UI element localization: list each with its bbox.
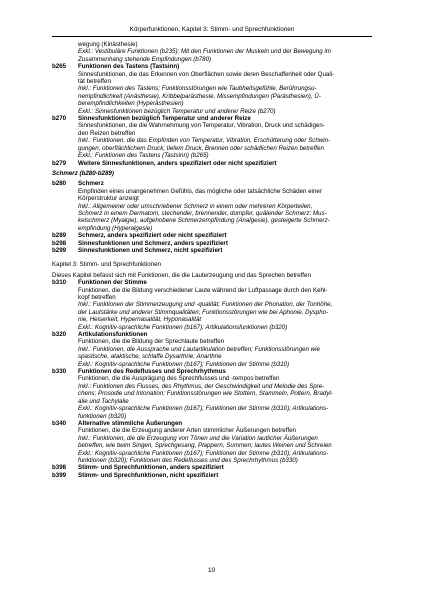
inclusion-line: Inkl.: Funktionen, die die Erzeugung von Tönen und die Variation lautlicher Äußerungen: [78, 434, 318, 442]
entry-title: Artikulationsfunktionen: [78, 331, 148, 339]
exclusion-line: Exkl.: Kognitiv-sprachliche Funktionen (b167); Funktionen der Stimme (b310); Artikulations-: [78, 449, 329, 457]
entry-code: b298: [52, 239, 67, 247]
entry-b289: [52, 232, 374, 239]
inclusion-line: Inkl.: Funktionen des Flusses, des Rhythmus, der Geschwindigkeit und Melodie des Spre-: [78, 382, 325, 390]
exclusion-line: Exkl.: Kognitiv-sprachliche Funktionen (b167); Funktionen der Stimme (b310): [78, 360, 290, 368]
inclusion-line: Inkl.: Funktionen, die Aussprache und Lautartikulation betreffen; Funktionsstörungen wie: [78, 345, 320, 353]
definition-line: Körperstruktur anzeigt: [78, 195, 139, 203]
definition-line: kopf betreffen: [78, 294, 116, 301]
entry-b340: [52, 420, 374, 464]
entry-code: b398: [52, 464, 67, 472]
entry-title: Stimm- und Sprechfunktionen, nicht spezifiziert: [78, 471, 219, 479]
exclusion-line: Exkl.: Funktionen des Tastens (Tastsinn) (b265): [78, 152, 209, 160]
inclusion-line: betreffen, wie beim Singen, Sprechgesang, Plappern, Summen; lautes Weinen und Schreien: [78, 442, 332, 450]
inclusion-line: kelschmerz (Myalgie), aufgehobene Schmerzempfindung (Analgesie), gesteigerte Schmerz-: [78, 217, 330, 225]
entry-code: b299: [52, 246, 67, 254]
definition-line: Funktionen, die die Bildung der Sprechlaute betreffen: [78, 338, 225, 346]
entry-code: b289: [52, 232, 67, 240]
header-rule: [52, 36, 372, 37]
entry-b399: [52, 472, 374, 479]
inclusion-line: Inkl.: Funktionen, die das Empfinden von Temperatur, Vibration, Erschütterung oder Schwin-: [78, 137, 331, 145]
entry-code: b270: [52, 115, 67, 123]
chapter-intro: Dieses Kapitel befasst sich mit Funktionen, die die Lauterzeugung und das Sprechen betreffen: [52, 271, 311, 279]
inclusion-line: empfindung (Hyperalgesie): [78, 224, 153, 232]
definition-line: tät betreffen: [78, 78, 111, 86]
entry-title: Schmerz: [78, 180, 104, 188]
entry-b310: [52, 279, 374, 331]
exclusion-line: Exkl.: Sinnesfunktionen bezüglich Temperatur und anderer Reize (b270): [78, 107, 276, 115]
inclusion-line: alie und Tachylalie: [78, 397, 129, 405]
inclusion-line: spastische, ataktische, schlaffe Dysarthrie; Anarthrie: [78, 353, 222, 361]
entry-code: b310: [52, 279, 67, 287]
entry-title: Sinnesfunktionen bezüglich Temperatur und anderer Reize: [78, 115, 251, 123]
entry-b398: [52, 464, 374, 471]
definition-line: Sinnesfunktionen, die das Erkennen von Oberflächen sowie deren Beschaffenheit oder Quali-: [78, 70, 335, 78]
definition-line: Empfinden eines unangenehmen Gefühls, das mögliche oder tatsächliche Schäden einer: [78, 187, 322, 195]
running-head: Körperfunktionen, Kapitel 3: Stimm- und Sprechfunktionen: [129, 26, 295, 33]
block-heading: Schmerz (b280-b289): [52, 169, 114, 177]
entry-b265: [52, 63, 374, 115]
definition-line: Funktionen, die die Erzeugung anderer Arten stimmlicher Äußerungen betreffen: [78, 427, 296, 435]
definition-line: den Reizen betreffen: [78, 129, 136, 137]
page-content: [52, 41, 374, 479]
continuation-line: Zusammenhang stehende Empfindungen (b780): [78, 55, 212, 63]
inclusion-line: chens; Prosodie und Intonation; Funktionsstörungen wie Stottern, Stammeln, Poltern, Bradyl-: [78, 390, 333, 398]
inclusion-line: Schmerz in einem Dermatom, stechender, brennender, dumpfer, quälender Schmerz; Mus-: [78, 209, 327, 217]
definition-line: Funktionen, die die Ausprägung des Sprechflusses und -tempos betreffen: [78, 375, 280, 383]
entry-title: Funktionen des Redeflusses und Sprechrhythmus: [78, 368, 226, 376]
continuation-line: Exkl.: Vestibuläre Funktionen (b235); Mit den Funktionen der Muskeln und der Bewegung im: [78, 48, 331, 56]
entry-code: b330: [52, 368, 67, 376]
entry-code: b265: [52, 63, 67, 71]
entry-title: Alternative stimmliche Äußerungen: [78, 419, 183, 427]
entry-title: Funktionen des Tastens (Tastsinn): [78, 63, 180, 71]
inclusion-line: gungen, oberflächlichem Druck, tiefem Druck, Brennen oder schädlichen Reizen betreffen: [78, 144, 324, 152]
entry-b330: [52, 368, 374, 420]
entry-b299: [52, 247, 374, 254]
inclusion-line: der Lautstärke und anderer Stimmqualitäten; Funktionsstörungen wie bei Aphonie, Dyspho-: [78, 308, 329, 316]
entry-b298: [52, 240, 374, 247]
entry-b279: [52, 160, 374, 167]
entry-title: Sinnesfunktionen und Schmerz, anders spezifiziert: [78, 239, 228, 247]
entry-b320: [52, 331, 374, 368]
entry-code: b279: [52, 159, 67, 167]
entry-title: Weitere Sinnesfunktionen, anders spezifiziert oder nicht spezifiziert: [78, 159, 277, 167]
page-number: 10: [207, 567, 216, 574]
inclusion-line: nempfindlichkeit (Anästhesie), Kribbelparästhesie, Missempfindungen (Parästhesien), Ü-: [78, 92, 321, 100]
entry-code: b399: [52, 471, 67, 479]
entry-code: b340: [52, 419, 67, 427]
inclusion-line: Inkl.: Funktionen der Stimmerzeugung und -qualität; Funktionen der Phonation, der Tonhöhe,: [78, 301, 333, 309]
entry-title: Stimm- und Sprechfunktionen, anders spezifiziert: [78, 464, 224, 472]
entry-b280: [52, 180, 374, 232]
entry-title: Schmerz, anders spezifiziert oder nicht spezifiziert: [78, 232, 227, 240]
inclusion-line: Inkl.: Funktionen des Tastens; Funktionsstörungen wie Taubheitsgefühle, Berührungsu-: [78, 85, 317, 93]
chapter-heading: Kapitel 3: Stimm- und Sprechfunktionen: [52, 261, 162, 269]
exclusion-line: Exkl.: Kognitiv-sprachliche Funktionen (b167); Artikulationsfunktionen (b320): [78, 323, 288, 331]
exclusion-line: funktionen (b320); Funktionen des Redeflusses und des Sprechrhythmus (b330): [78, 456, 298, 464]
entry-title: Sinnesfunktionen und Schmerz, nicht spezifiziert: [78, 246, 223, 254]
definition-line: Sinnesfunktionen, die die Wahrnehmung von Temperatur, Vibration, Druck und schädigen-: [78, 122, 325, 130]
exclusion-line: Exkl.: Kognitiv-sprachliche Funktionen (b167); Funktionen der Stimme (b310); Artikulations-: [78, 405, 329, 413]
inclusion-line: Inkl.: Allgemeiner oder umschriebener Schmerz in einem oder mehreren Körperteilen,: [78, 202, 313, 210]
exclusion-line: funktionen (b320): [78, 412, 127, 420]
inclusion-line: berempfindlichkeiten (Hyperästhesien): [78, 100, 184, 108]
continuation-line: wegung (Kinästhesie): [78, 41, 138, 48]
definition-line: Funktionen, die die Bildung verschiedener Laute während der Luftpassage durch den Kehl-: [78, 286, 328, 294]
continued-entry: [52, 41, 374, 63]
entry-code: b320: [52, 331, 67, 339]
entry-title: Funktionen der Stimme: [78, 279, 147, 287]
entry-b270: [52, 115, 374, 159]
inclusion-line: nie, Heiserkeit, Hypernasalität, Hyponasalität: [78, 316, 202, 324]
entry-code: b280: [52, 180, 67, 188]
